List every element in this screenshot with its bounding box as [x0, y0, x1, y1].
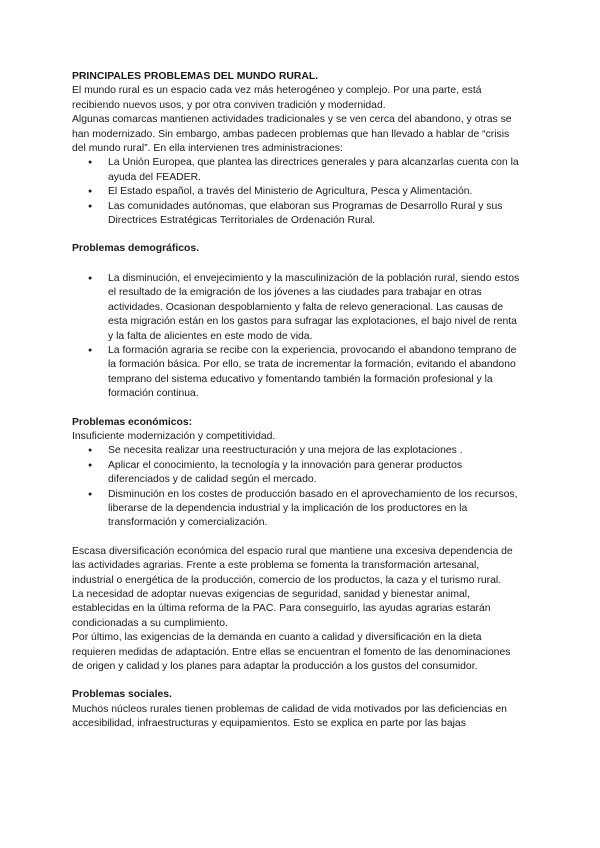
list-item: ● El Estado español, a través del Ministerio de Agricultura, Pesca y Alimentación.	[108, 185, 522, 199]
intro-paragraph-1: El mundo rural es un espacio cada vez más heterogéneo y complejo. Por una parte, está recibiendo nuevos usos, y por otra conviven tradición y modernidad.	[72, 85, 482, 111]
list-item: ● La formación agraria se recibe con la experiencia, provocando el abandono temprano de la formación básica. Por ello, se trata de incrementar la formación, evitando el abandono temprano del sistema educativo y fomentando también la formación profesional y la formación continua.	[108, 344, 522, 402]
list-item: ● La Unión Europea, que plantea las directrices generales y para alcanzarlas cuenta con la ayuda del FEADER.	[108, 156, 522, 185]
economic-subheading: Insuficiente modernización y competitividad.	[72, 430, 276, 442]
economic-paragraph-2: La necesidad de adoptar nuevas exigencias de seguridad, sanidad y bienestar animal, establecidas en la última reforma de la PAC. Para conseguirlo, las ayudas agrarias estarán condicionadas a su cumplimiento.	[72, 589, 491, 629]
list-item: ● Se necesita realizar una reestructuración y una mejora de las explotaciones .	[108, 444, 522, 458]
economic-list	[72, 444, 522, 530]
list-item: ● Las comunidades autónomas, que elaboran sus Programas de Desarrollo Rural y sus Directrices Estratégicas Territoriales de Ordenación Rural.	[108, 200, 522, 229]
document-page	[72, 70, 522, 732]
social-paragraph-1: Muchos núcleos rurales tienen problemas de calidad de vida motivados por las deficiencias en accesibilidad, infraestructuras y equipamientos. Esto se explica en parte por las bajas	[72, 703, 507, 730]
administrations-list	[72, 156, 522, 228]
section-heading-economic: Problemas económicos:	[72, 416, 193, 428]
section-heading-demographic: Problemas demográficos.	[72, 243, 200, 255]
economic-paragraph-3: Por último, las exigencias de la demanda en cuanto a calidad y diversificación en la dieta requieren medidas de adaptación. Entre ellas se encuentran el fomento de las denominaciones de origen y calidad y los planes para adaptar la producción a los gustos del consumidor.	[72, 632, 511, 673]
section-heading-social: Problemas sociales.	[72, 689, 172, 701]
document-title: PRINCIPALES PROBLEMAS DEL MUNDO RURAL.	[72, 71, 319, 82]
list-item: ● La disminución, el envejecimiento y la masculinización de la población rural, siendo estos el resultado de la emigración de los jóvenes a las ciudades para trabajar en otras actividades. Ocasionan despoblamiento y falta de relevo generacional. Las causas de esta migración están en los gastos para sufragar las explotaciones, el bajo nivel de renta y la falta de alicientes en este modo de vida.	[108, 272, 522, 344]
list-item: ● Disminución en los costes de producción basado en el aprovechamiento de los recursos, liberarse de la dependencia industrial y la implicación de los productores en la transformación y comercialización.	[108, 488, 522, 531]
economic-paragraph-1: Escasa diversificación económica del espacio rural que mantiene una excesiva dependencia de las actividades agrarias. Frente a este problema se fomenta la transformación artesanal, industrial o energética de la producción, comercio de los productos, la caza y el turismo rural.	[72, 545, 513, 586]
intro-paragraph-2: Algunas comarcas mantienen actividades tradicionales y se ven cerca del abandono, y otras se han modernizado. Sin embargo, ambas padecen problemas que han llevado a hablar de “crisis del mundo rural”. En ella intervienen tres administraciones:	[72, 114, 512, 155]
list-item: ● Aplicar el conocimiento, la tecnología y la innovación para generar productos diferenciados y de calidad según el mercado.	[108, 459, 522, 488]
demographic-list	[72, 272, 522, 402]
